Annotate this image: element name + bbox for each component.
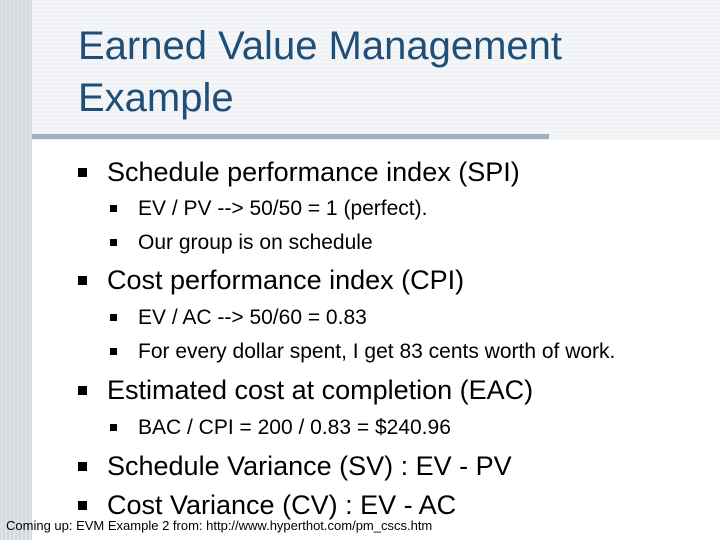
left-decorative-band: [0, 0, 32, 540]
bullet-text: Schedule Variance (SV) : EV - PV: [107, 451, 512, 481]
square-bullet-icon: [78, 276, 87, 285]
sub-bullet-text: BAC / CPI = 200 / 0.83 = $240.96: [138, 416, 451, 439]
slide-title: [78, 20, 698, 124]
title-underline-divider: [32, 134, 549, 139]
square-bullet-icon: [110, 314, 117, 321]
square-bullet-icon: [110, 205, 117, 212]
sub-bullet-text: Our group is on schedule: [138, 231, 373, 254]
square-bullet-icon: [78, 168, 87, 177]
bullet-text: Schedule performance index (SPI): [107, 157, 520, 187]
square-bullet-icon: [110, 424, 117, 431]
square-bullet-icon: [110, 348, 117, 355]
square-bullet-icon: [78, 501, 87, 510]
square-bullet-icon: [78, 462, 87, 471]
square-bullet-icon: [110, 239, 117, 246]
square-bullet-icon: [78, 386, 87, 395]
bullet-text: Cost performance index (CPI): [107, 265, 465, 295]
bullet-text: Cost Variance (CV) : EV - AC: [107, 490, 457, 520]
bullet-text: Estimated cost at completion (EAC): [107, 375, 534, 405]
sub-bullet-text: EV / PV --> 50/50 = 1 (perfect).: [138, 197, 428, 220]
sub-bullet-text: EV / AC --> 50/60 = 0.83: [138, 306, 367, 329]
slide-title-line-1: Earned Value Management: [78, 24, 563, 68]
sub-bullet-text: For every dollar spent, I get 83 cents worth of work.: [138, 340, 616, 363]
slide-title-line-2: Example: [78, 76, 234, 120]
footer-note: Coming up: EVM Example 2 from: http://www.hyperthot.com/pm_cscs.htm: [6, 518, 433, 533]
